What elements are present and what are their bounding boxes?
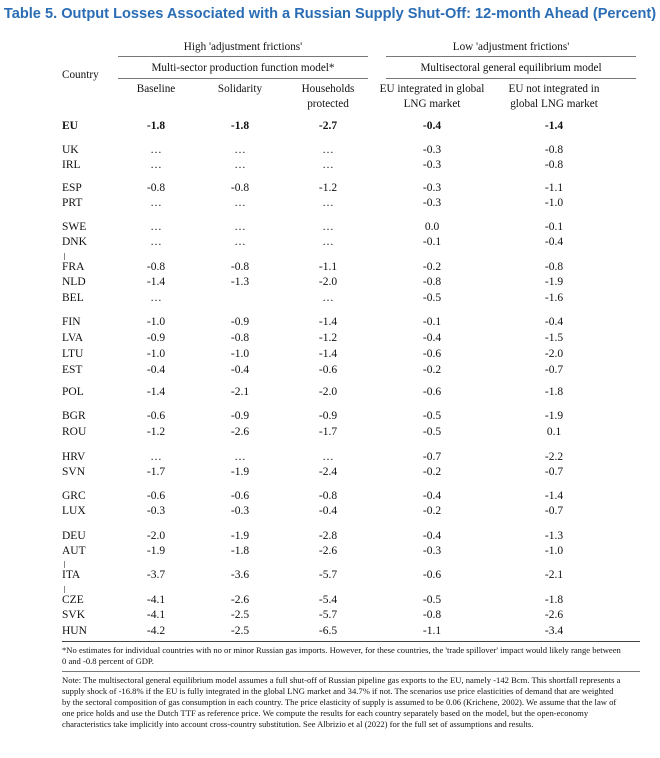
not-integrated-cell: -0.7	[544, 364, 564, 376]
integrated-cell: -0.3	[422, 159, 442, 171]
solidarity-cell: -0.8	[230, 182, 250, 194]
country-cell: BEL	[62, 292, 84, 304]
not-integrated-cell: -0.7	[544, 505, 564, 517]
country-cell: FIN	[62, 316, 81, 328]
households-header-line1: Households	[301, 83, 355, 95]
integrated-cell: -0.3	[422, 144, 442, 156]
not-integrated-cell: -1.0	[544, 545, 564, 557]
households-cell: -2.0	[318, 276, 338, 288]
country-cell: EST	[62, 364, 83, 376]
integrated-cell: -0.4	[422, 332, 442, 344]
baseline-cell: -0.6	[146, 410, 166, 422]
country-cell: NLD	[62, 276, 86, 288]
table-row	[0, 592, 660, 608]
solidarity-cell: -1.9	[230, 530, 250, 542]
not-integrated-cell: -1.1	[544, 182, 564, 194]
table-row	[0, 528, 660, 544]
not-integrated-cell: -0.8	[544, 159, 564, 171]
table-row	[0, 219, 660, 235]
baseline-cell: -2.0	[146, 530, 166, 542]
country-cell: UK	[62, 144, 79, 156]
group-tick	[64, 561, 65, 568]
households-cell: -1.2	[318, 332, 338, 344]
baseline-cell: -0.3	[146, 505, 166, 517]
table-row	[0, 464, 660, 480]
integrated-cell: -0.2	[422, 261, 442, 273]
not-integrated-cell: -0.4	[544, 236, 564, 248]
baseline-cell: -1.4	[146, 276, 166, 288]
table-note: Note: The multisectoral general equilibrium model assumes a full shut-off of Russian pipeline gas exports to the EU, namely -142 Bcm. This shortfall represents a supply shock of -16.8% if the EU is fully integrated in the global LNG market and 34.7% if not. The scenarios use price elasticities of demand that are weighted by the sectoral composition of gas consumption in each country. The price elasticity of supply is assumed to be 0.06 (Krichene, 2002). We assume that the law of one price holds and use the Dutch TTF as reference price. We compute the results for each country separately based on the model, but the open-economy characteristics take implicitly into account cross-country substitution. See Albrizio et al (2022) for the full set of assumptions and results.	[62, 675, 621, 729]
solidarity-cell: -2.6	[230, 594, 250, 606]
country-cell: DNK	[62, 236, 87, 248]
households-cell: -5.4	[318, 594, 338, 606]
solidarity-cell: -0.8	[230, 261, 250, 273]
high-sub-rule	[118, 78, 368, 79]
not-integrated-cell: 0.1	[546, 426, 562, 438]
households-cell: -2.6	[318, 545, 338, 557]
solidarity-cell: -1.9	[230, 466, 250, 478]
country-cell: LTU	[62, 348, 84, 360]
not-integrated-cell: -0.1	[544, 221, 564, 233]
country-cell: HUN	[62, 625, 87, 637]
integrated-cell: -0.4	[422, 490, 442, 502]
households-cell: …	[322, 451, 334, 463]
country-cell: SVK	[62, 609, 86, 621]
households-cell: …	[322, 197, 334, 209]
baseline-header: Baseline	[136, 83, 176, 95]
solidarity-cell: …	[234, 197, 246, 209]
households-cell: -1.4	[318, 316, 338, 328]
eu-integrated-header-line1: EU integrated in global	[379, 83, 485, 95]
integrated-cell: -0.5	[422, 410, 442, 422]
baseline-cell: -3.7	[146, 569, 166, 581]
solidarity-cell: -0.8	[230, 332, 250, 344]
low-frictions-header: Low 'adjustment frictions'	[452, 41, 570, 53]
households-cell: -1.4	[318, 348, 338, 360]
country-cell: ROU	[62, 426, 87, 438]
eu-not-integrated-header-line1: EU not integrated in	[508, 83, 600, 95]
integrated-cell: -0.3	[422, 197, 442, 209]
integrated-cell: -0.8	[422, 276, 442, 288]
high-frictions-header: High 'adjustment frictions'	[183, 41, 303, 53]
integrated-cell: -0.5	[422, 426, 442, 438]
households-cell: -2.8	[318, 530, 338, 542]
solidarity-cell: -1.8	[230, 545, 250, 557]
baseline-cell: -0.6	[146, 490, 166, 502]
not-integrated-cell: -2.6	[544, 609, 564, 621]
baseline-cell: …	[150, 197, 162, 209]
baseline-cell: …	[150, 292, 162, 304]
country-cell: FRA	[62, 261, 85, 273]
households-cell: …	[322, 236, 334, 248]
country-cell: ITA	[62, 569, 81, 581]
baseline-cell: -4.2	[146, 625, 166, 637]
baseline-cell: -1.7	[146, 466, 166, 478]
households-cell: -5.7	[318, 609, 338, 621]
not-integrated-cell: -0.7	[544, 466, 564, 478]
integrated-cell: -0.6	[422, 386, 442, 398]
solidarity-cell: -0.4	[230, 364, 250, 376]
households-cell: -1.7	[318, 426, 338, 438]
baseline-cell: -0.8	[146, 182, 166, 194]
integrated-cell: -0.2	[422, 466, 442, 478]
not-integrated-cell: -3.4	[544, 625, 564, 637]
households-cell: -1.1	[318, 261, 338, 273]
integrated-cell: -0.2	[422, 364, 442, 376]
households-cell: -2.7	[318, 120, 338, 132]
table-row	[0, 607, 660, 623]
table-row	[0, 142, 660, 158]
not-integrated-cell: -0.4	[544, 316, 564, 328]
households-cell: …	[322, 144, 334, 156]
table-row	[0, 330, 660, 346]
table-row	[0, 274, 660, 290]
households-cell: -0.4	[318, 505, 338, 517]
country-cell: IRL	[62, 159, 81, 171]
baseline-cell: …	[150, 236, 162, 248]
country-cell: LVA	[62, 332, 84, 344]
integrated-cell: -0.5	[422, 594, 442, 606]
households-cell: …	[322, 221, 334, 233]
not-integrated-cell: -1.6	[544, 292, 564, 304]
baseline-cell: -1.2	[146, 426, 166, 438]
households-cell: -5.7	[318, 569, 338, 581]
integrated-cell: -0.1	[422, 236, 442, 248]
country-cell: SWE	[62, 221, 87, 233]
solidarity-cell: …	[234, 451, 246, 463]
households-cell: -2.0	[318, 386, 338, 398]
table-row	[0, 180, 660, 196]
integrated-cell: -0.3	[422, 182, 442, 194]
not-integrated-cell: -1.4	[544, 490, 564, 502]
country-cell: HRV	[62, 451, 86, 463]
eu-integrated-header-line2: LNG market	[403, 98, 461, 110]
baseline-cell: -1.9	[146, 545, 166, 557]
solidarity-cell: -0.3	[230, 505, 250, 517]
baseline-cell: -0.8	[146, 261, 166, 273]
integrated-cell: -0.2	[422, 505, 442, 517]
baseline-cell: …	[150, 451, 162, 463]
table-row	[0, 290, 660, 306]
table-row	[0, 623, 660, 639]
baseline-cell: -1.0	[146, 316, 166, 328]
table-row	[0, 346, 660, 362]
solidarity-cell: …	[234, 221, 246, 233]
baseline-cell: …	[150, 144, 162, 156]
solidarity-cell: …	[234, 236, 246, 248]
table-row	[0, 449, 660, 465]
group-tick	[64, 253, 65, 260]
solidarity-cell: -2.6	[230, 426, 250, 438]
solidarity-cell: …	[234, 144, 246, 156]
not-integrated-cell: -1.0	[544, 197, 564, 209]
eu-not-integrated-header-line2: global LNG market	[510, 98, 598, 110]
country-cell: ESP	[62, 182, 82, 194]
solidarity-cell: …	[234, 159, 246, 171]
baseline-cell: -0.9	[146, 332, 166, 344]
solidarity-header: Solidarity	[217, 83, 263, 95]
baseline-cell: …	[150, 159, 162, 171]
table-row	[0, 543, 660, 559]
not-integrated-cell: -1.8	[544, 594, 564, 606]
table-row	[0, 234, 660, 250]
not-integrated-cell: -1.3	[544, 530, 564, 542]
baseline-cell: -1.0	[146, 348, 166, 360]
group-tick	[64, 586, 65, 593]
table-row	[0, 314, 660, 330]
high-model-header: Multi-sector production function model*	[151, 62, 335, 74]
integrated-cell: -0.3	[422, 545, 442, 557]
country-cell: EU	[62, 120, 78, 132]
country-cell: BGR	[62, 410, 86, 422]
low-group-rule	[386, 56, 636, 57]
solidarity-cell: -2.5	[230, 625, 250, 637]
not-integrated-cell: -2.0	[544, 348, 564, 360]
footnote-rule-top	[62, 641, 640, 642]
households-cell: -0.9	[318, 410, 338, 422]
country-cell: SVN	[62, 466, 86, 478]
solidarity-cell: -2.5	[230, 609, 250, 621]
table-title: Table 5. Output Losses Associated with a Russian Supply Shut-Off: 12-month Ahead (Percent)	[3, 6, 657, 22]
solidarity-cell: -2.1	[230, 386, 250, 398]
table-row	[0, 488, 660, 504]
high-group-rule	[118, 56, 368, 57]
households-cell: -1.2	[318, 182, 338, 194]
households-cell: -0.6	[318, 364, 338, 376]
households-cell: -6.5	[318, 625, 338, 637]
baseline-cell: -4.1	[146, 594, 166, 606]
country-cell: CZE	[62, 594, 84, 606]
low-sub-rule	[386, 78, 636, 79]
baseline-cell: -1.4	[146, 386, 166, 398]
not-integrated-cell: -0.8	[544, 261, 564, 273]
not-integrated-cell: -1.5	[544, 332, 564, 344]
solidarity-cell: -1.8	[230, 120, 250, 132]
solidarity-cell: -0.9	[230, 410, 250, 422]
country-cell: PRT	[62, 197, 83, 209]
footnote-rule-mid	[62, 671, 640, 672]
integrated-cell: -0.8	[422, 609, 442, 621]
not-integrated-cell: -1.8	[544, 386, 564, 398]
households-cell: …	[322, 292, 334, 304]
not-integrated-cell: -1.9	[544, 276, 564, 288]
integrated-cell: -0.1	[422, 316, 442, 328]
table-row	[0, 408, 660, 424]
not-integrated-cell: -2.1	[544, 569, 564, 581]
baseline-cell: …	[150, 221, 162, 233]
table-row	[0, 567, 660, 583]
solidarity-cell: -3.6	[230, 569, 250, 581]
table-row	[0, 384, 660, 400]
table-row	[0, 118, 660, 134]
integrated-cell: 0.0	[424, 221, 440, 233]
country-cell: DEU	[62, 530, 86, 542]
integrated-cell: -0.5	[422, 292, 442, 304]
table-row	[0, 157, 660, 173]
integrated-cell: -1.1	[422, 625, 442, 637]
integrated-cell: -0.6	[422, 569, 442, 581]
country-cell: AUT	[62, 545, 86, 557]
households-cell: …	[322, 159, 334, 171]
households-header-line2: protected	[307, 98, 349, 110]
integrated-cell: -0.4	[422, 530, 442, 542]
households-cell: -0.8	[318, 490, 338, 502]
footnote-star: *No estimates for individual countries with no or minor Russian gas imports. However, for these countries, the 'trade spillover' impact would likely range between 0 and -0.8 percent of GDP.	[62, 645, 621, 666]
table-row	[0, 424, 660, 440]
solidarity-cell: -0.9	[230, 316, 250, 328]
table-row	[0, 503, 660, 519]
not-integrated-cell: -2.2	[544, 451, 564, 463]
baseline-cell: -4.1	[146, 609, 166, 621]
not-integrated-cell: -1.9	[544, 410, 564, 422]
solidarity-cell: -1.3	[230, 276, 250, 288]
not-integrated-cell: -1.4	[544, 120, 564, 132]
table-row	[0, 259, 660, 275]
baseline-cell: -0.4	[146, 364, 166, 376]
low-model-header: Multisectoral general equilibrium model	[420, 62, 602, 74]
integrated-cell: -0.4	[422, 120, 442, 132]
households-cell: -2.4	[318, 466, 338, 478]
not-integrated-cell: -0.8	[544, 144, 564, 156]
baseline-cell: -1.8	[146, 120, 166, 132]
solidarity-cell: -0.6	[230, 490, 250, 502]
table-row	[0, 195, 660, 211]
country-cell: LUX	[62, 505, 86, 517]
table-row	[0, 362, 660, 378]
country-header: Country	[62, 69, 99, 81]
integrated-cell: -0.6	[422, 348, 442, 360]
integrated-cell: -0.7	[422, 451, 442, 463]
country-cell: POL	[62, 386, 84, 398]
solidarity-cell: -1.0	[230, 348, 250, 360]
country-cell: GRC	[62, 490, 86, 502]
